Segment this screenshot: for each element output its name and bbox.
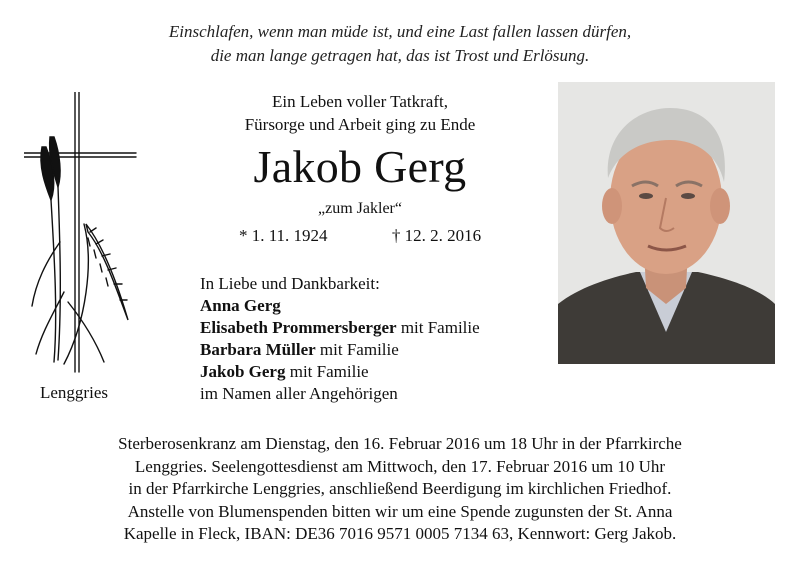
mourner-row	[200, 361, 480, 383]
mourner-row	[200, 317, 480, 339]
mourner-row	[200, 339, 480, 361]
mourner-suffix: mit Familie	[396, 318, 480, 337]
mourners-list	[200, 273, 480, 405]
death-date: † 12. 2. 2016	[391, 226, 482, 245]
quote-line-1: Einschlafen, wenn man müde ist, und eine Last fallen lassen dürfen,	[168, 22, 632, 41]
service-line-4: Anstelle von Blumenspenden bitten wir um eine Spende zugunsten der St. Anna	[127, 501, 673, 521]
quote-line-2: die man lange getragen hat, das ist Trost und Erlösung.	[210, 46, 590, 65]
service-line-3: in der Pfarrkirche Lenggries, anschließend Beerdigung im kirchlichen Friedhof.	[128, 479, 672, 498]
mourners-intro: In Liebe und Dankbarkeit:	[200, 274, 380, 293]
service-line-2: Lenggries. Seelengottesdienst am Mittwoch, den 17. Februar 2016 um 10 Uhr	[134, 456, 666, 476]
mourners-closing: im Namen aller Angehörigen	[200, 384, 398, 403]
tagline-line-2: Fürsorge und Arbeit ging zu Ende	[244, 115, 476, 134]
tagline-line-1: Ein Leben voller Tatkraft,	[272, 92, 448, 111]
mourner-suffix: mit Familie	[315, 340, 399, 359]
mourner-suffix: mit Familie	[285, 362, 369, 381]
life-dates	[200, 224, 520, 248]
mourner-name: Anna Gerg	[200, 296, 281, 315]
mourner-name: Barbara Müller	[200, 340, 316, 359]
portrait-photo	[558, 82, 775, 364]
portrait-image	[558, 82, 775, 364]
service-information	[0, 433, 800, 546]
deceased-block	[200, 90, 520, 248]
mourner-name: Elisabeth Prommersberger	[200, 318, 397, 337]
birth-date: * 1. 11. 1924	[238, 226, 328, 245]
mourner-name: Jakob Gerg	[200, 362, 286, 381]
memorial-quote	[0, 20, 800, 68]
deceased-name: Jakob Gerg	[253, 141, 467, 192]
service-line-1: Sterberosenkranz am Dienstag, den 16. Februar 2016 um 18 Uhr in der Pfarrkirche	[118, 434, 682, 453]
service-line-5: Kapelle in Fleck, IBAN: DE36 7016 9571 0005 7134 63, Kennwort: Gerg Jakob.	[123, 524, 677, 543]
cross-with-wheat-icon	[24, 92, 142, 384]
mourner-row	[200, 295, 480, 317]
place-name: Lenggries	[40, 383, 108, 402]
nickname: „zum Jakler“	[318, 200, 402, 217]
